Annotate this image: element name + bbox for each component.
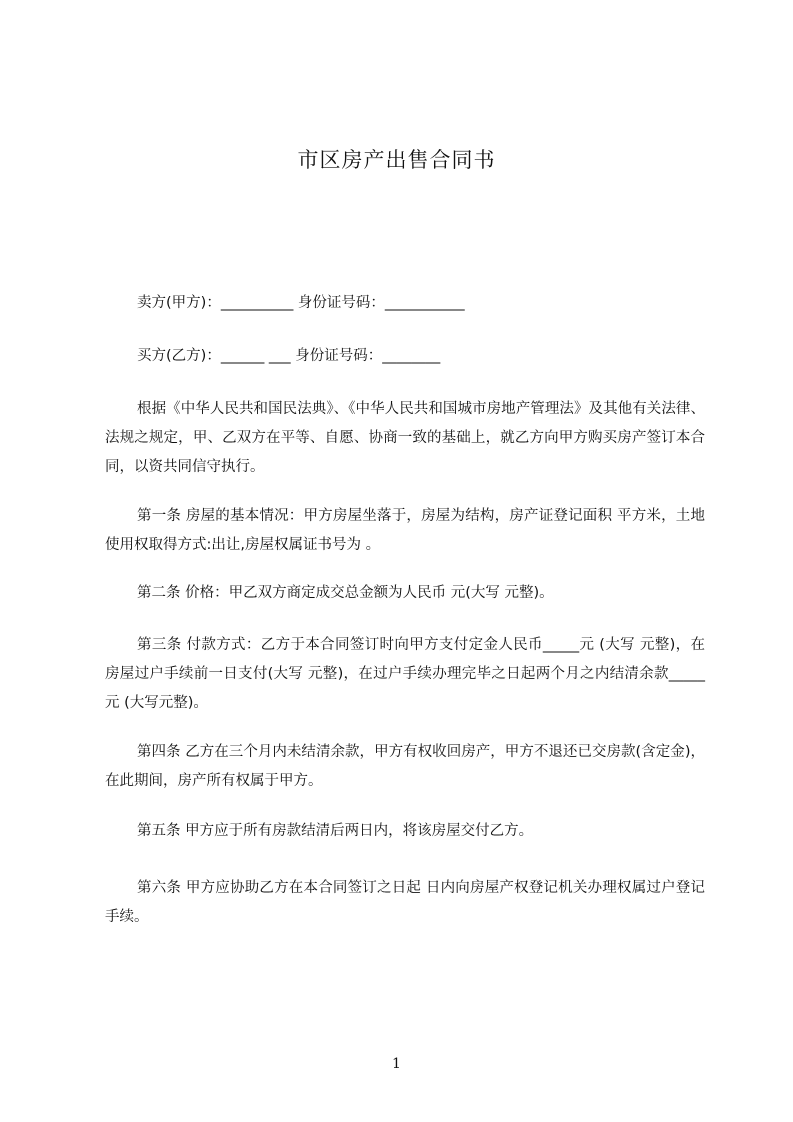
article-4: 第四条 乙方在三个月内未结清余款，甲方有权收回房产，甲方不退还已交房款(含定金)，在此期间，房产所有权属于甲方。 xyxy=(105,744,705,789)
article-3: 第三条 付款方式：乙方于本合同签订时向甲方支付定金人民币_____元 (大写 元整)，在房屋过户手续前一日支付(大写 元整)，在过户手续办理完毕之日起两个月之内结清余款_____元 (大写元整)。 xyxy=(105,637,705,711)
page-number: 1 xyxy=(392,1056,401,1072)
article-2: 第二条 价格：甲乙双方商定成交总金额为人民币 元(大写 元整)。 xyxy=(137,585,554,601)
buyer-line: 买方(乙方)：______ ___ 身份证号码：________ xyxy=(137,348,441,364)
article-5: 第五条 甲方应于所有房款结清后两日内，将该房屋交付乙方。 xyxy=(137,823,534,839)
article-6: 第六条 甲方应协助乙方在本合同签订之日起 日内向房屋产权登记机关办理权属过户登记手续。 xyxy=(105,880,705,925)
document-title: 市区房产出售合同书 xyxy=(297,148,496,172)
preamble-paragraph: 根据《中华人民共和国民法典》、《中华人民共和国城市房地产管理法》及其他有关法律、法规之规定，甲、乙双方在平等、自愿、协商一致的基础上，就乙方向甲方购买房产签订本合同，以资共同信守执行。 xyxy=(105,401,705,475)
seller-line: 卖方(甲方)：__________ 身份证号码：___________ xyxy=(137,295,465,311)
article-1: 第一条 房屋的基本情况：甲方房屋坐落于，房屋为结构，房产证登记面积 平方米，土地使用权取得方式:出让,房屋权属证书号为 。 xyxy=(105,508,705,553)
